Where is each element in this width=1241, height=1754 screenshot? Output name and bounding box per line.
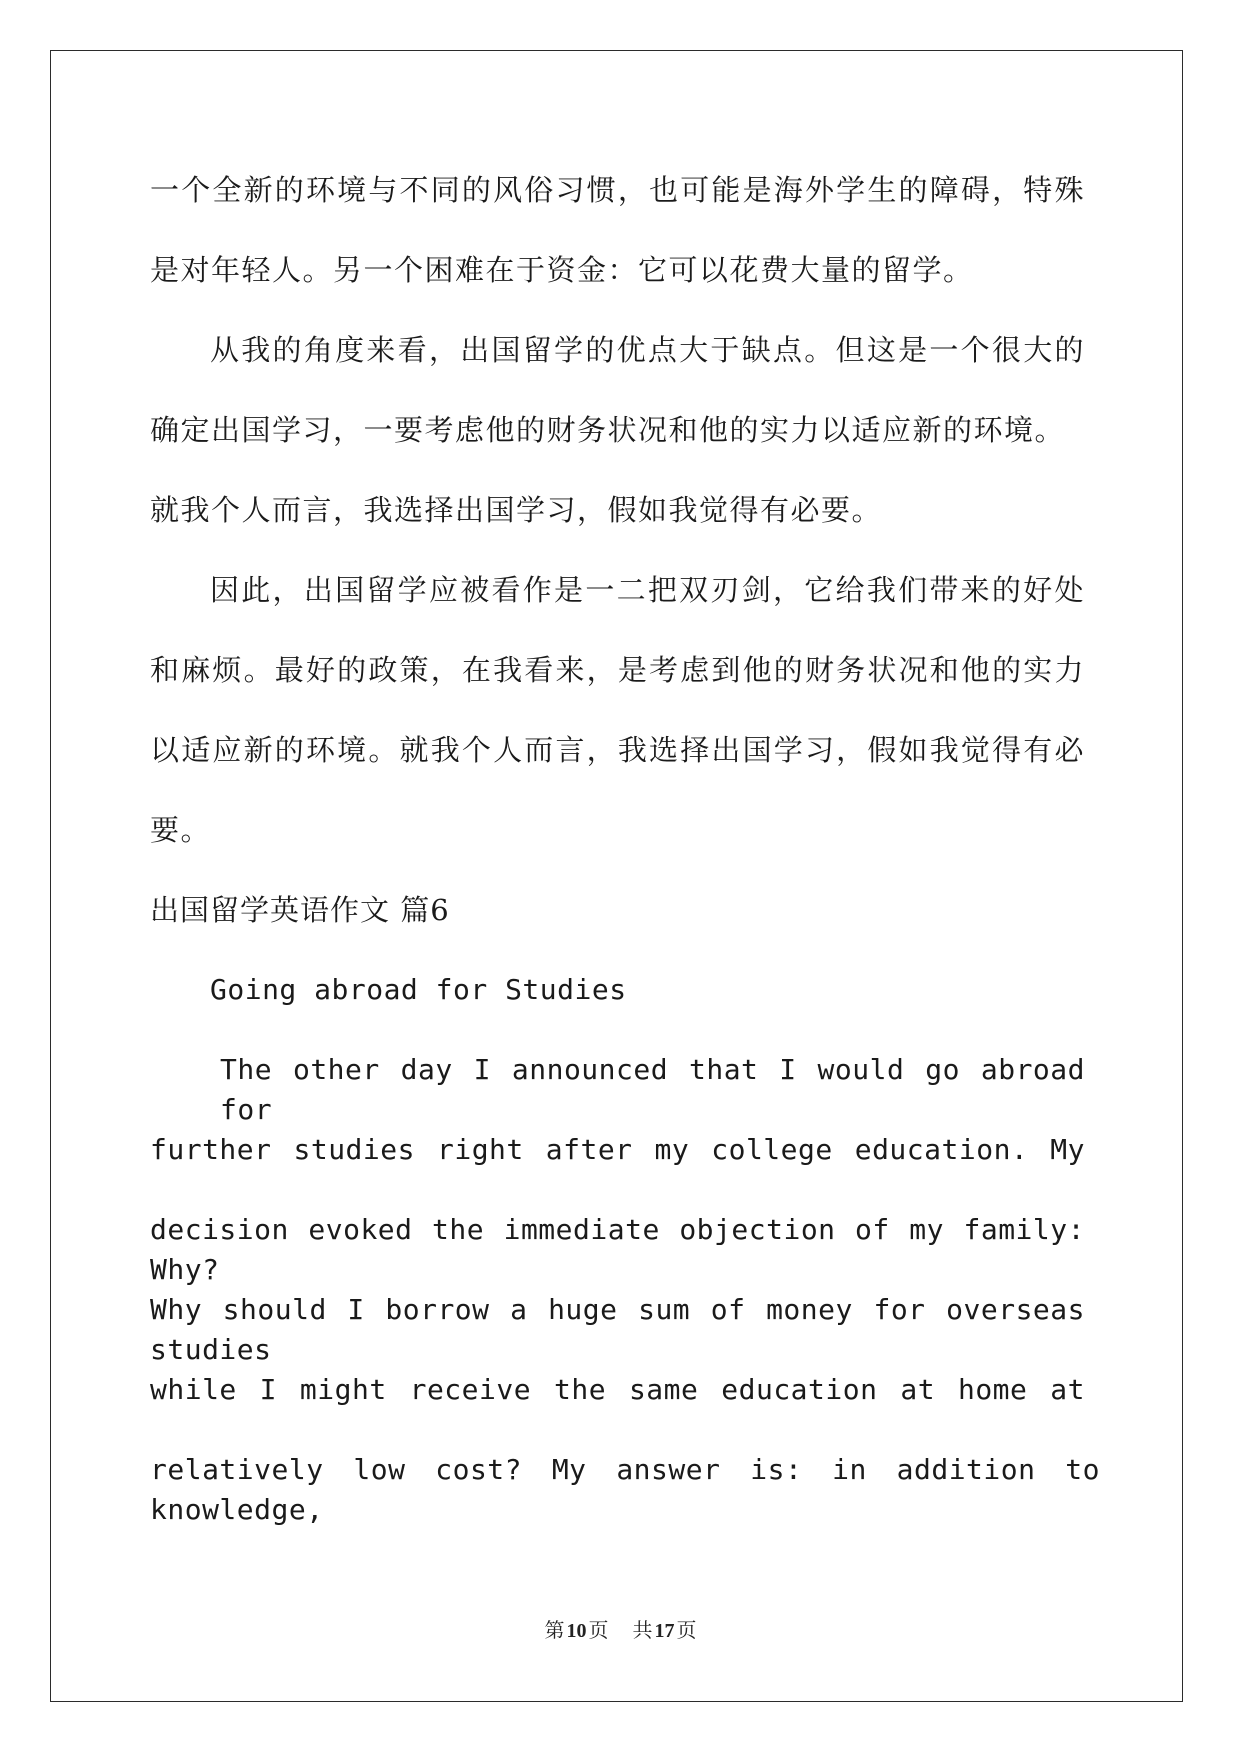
body-line-1: 一个全新的环境与不同的风俗习惯，也可能是海外学生的障碍，特殊 [150,173,1085,207]
english-line-4: Why should I borrow a huge sum of money for overseas studies [150,1293,1085,1366]
footer-current-page: 10 [566,1620,587,1642]
footer-current-suffix: 页 [588,1620,609,1642]
body-line-3: 从我的角度来看，出国留学的优点大于缺点。但这是一个很大的 [210,333,1085,367]
body-line-2: 是对年轻人。另一个困难在于资金：它可以花费大量的留学。 [150,253,974,287]
body-line-9: 要。 [150,813,212,847]
body-line-5: 就我个人而言，我选择出国学习，假如我觉得有必要。 [150,493,883,527]
footer-total-suffix: 页 [676,1620,697,1642]
footer-total-prefix: 共 [632,1620,653,1642]
english-line-5: while I might receive the same education at home at [150,1373,1085,1406]
english-title: Going abroad for Studies [210,973,627,1006]
english-line-3: decision evoked the immediate objection of my family: Why? [150,1213,1085,1286]
english-line-1: The other day I announced that I would go abroad for [220,1053,1085,1126]
body-line-8: 以适应新的环境。就我个人而言，我选择出国学习，假如我觉得有必 [150,733,1085,767]
page-footer [0,1614,1241,1643]
body-line-6: 因此，出国留学应被看作是一二把双刃剑，它给我们带来的好处 [210,573,1085,607]
section-heading: 出国留学英语作文 篇6 [150,893,450,927]
body-line-4: 确定出国学习，一要考虑他的财务状况和他的实力以适应新的环境。 [150,413,1066,447]
footer-current-prefix: 第 [544,1620,565,1642]
english-line-6: relatively low cost? My answer is: in addition to knowledge, [150,1453,1100,1526]
english-line-2: further studies right after my college education. My [150,1133,1085,1166]
footer-total-pages: 17 [654,1620,675,1642]
body-line-7: 和麻烦。最好的政策，在我看来，是考虑到他的财务状况和他的实力 [150,653,1085,687]
